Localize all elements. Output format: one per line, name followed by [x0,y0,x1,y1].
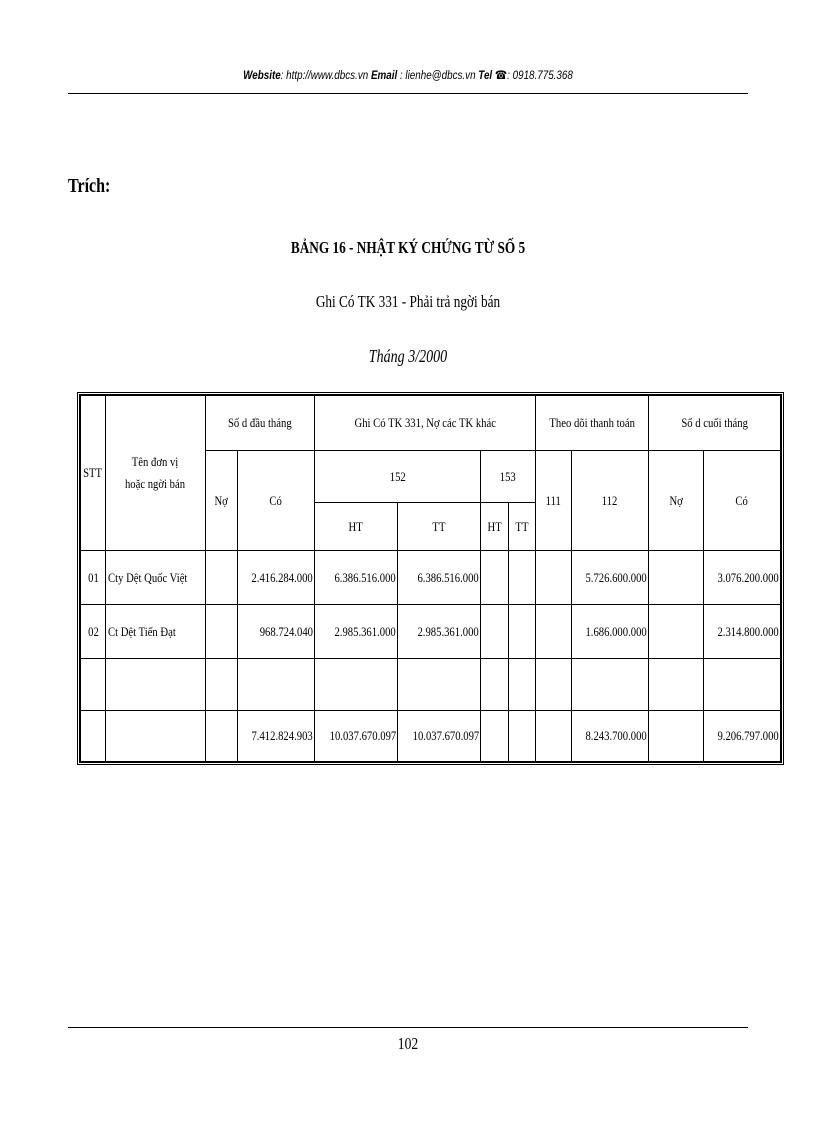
header-153-ht: HT [481,503,509,551]
header-row-1 [81,396,781,451]
journal-table-frame [77,392,784,765]
table-row [81,605,781,659]
header-account-112: 112 [572,451,649,551]
row-152-ht: 6.386.516.000 [314,551,397,605]
row-close-no [648,551,703,605]
row-close-co: 3.076.200.000 [703,551,780,605]
header-account-153: 153 [481,451,536,503]
table-row [81,551,781,605]
row-stt: 01 [81,551,106,605]
total-row [81,711,781,762]
row-152-tt: 6.386.516.000 [397,551,480,605]
row-112: 5.726.600.000 [572,551,649,605]
website-label: Website [243,68,281,82]
row-open-co: 968.724.040 [237,605,314,659]
header-153-tt: TT [509,503,536,551]
header-opening-no: Nợ [205,451,237,551]
header-divider [68,93,748,94]
row-152-ht: 2.985.361.000 [314,605,397,659]
total-152-tt: 10.037.670.097 [397,711,480,762]
row-close-no [648,605,703,659]
row-111 [536,605,572,659]
total-open-co: 7.412.824.903 [237,711,314,762]
row-153-ht [481,551,509,605]
row-stt: 02 [81,605,106,659]
row-vendor-name: Cty Dệt Quốc Việt [106,551,206,605]
document-month: Tháng 3/2000 [368,346,448,366]
row-close-co: 2.314.800.000 [703,605,780,659]
tel-number: : 0918.775.368 [507,68,573,82]
header-credit-331: Ghi Có TK 331, Nợ các TK khác [314,396,536,451]
empty-row [81,659,781,711]
header-stt: STT [81,396,106,551]
header-account-111: 111 [536,451,572,551]
header-152-ht: HT [314,503,397,551]
row-open-co: 2.416.284.000 [237,551,314,605]
row-111 [536,551,572,605]
row-152-tt: 2.985.361.000 [397,605,480,659]
email-label: Email [370,68,398,82]
row-153-tt [509,605,536,659]
document-subtitle: Ghi Có TK 331 - Phải trả ngời bán [315,292,501,311]
total-152-ht: 10.037.670.097 [314,711,397,762]
row-153-ht [481,605,509,659]
tel-label: Tel [478,68,493,82]
row-open-no [205,605,237,659]
document-title: BẢNG 16 - NHẬT KÝ CHỨNG TỪ SỐ 5 [290,238,526,257]
journal-table [80,395,781,762]
email-address: : lienhe@dbcs.vn [397,68,479,82]
phone-icon: ☎ [494,68,508,82]
total-close-co: 9.206.797.000 [703,711,780,762]
header-opening-co: Có [237,451,314,551]
header-closing-no: Nợ [648,451,703,551]
page-number: 102 [397,1034,419,1053]
header-closing-co: Có [703,451,780,551]
header-payment-tracking: Theo dõi thanh toán [536,396,649,451]
header-vendor-name: Tên đơn vị hoặc ngời bán [106,396,206,551]
row-vendor-name: Ct Dệt Tiến Đạt [106,605,206,659]
page-header [129,68,687,82]
row-112: 1.686.000.000 [572,605,649,659]
header-opening-balance: Số d đầu tháng [205,396,314,451]
header-152-tt: TT [397,503,480,551]
row-153-tt [509,551,536,605]
website-url: : http://www.dbcs.vn [280,68,371,82]
footer-divider [68,1027,748,1028]
extract-label: Trích: [68,175,111,197]
header-closing-balance: Số d cuối tháng [648,396,780,451]
row-open-no [205,551,237,605]
header-account-152: 152 [314,451,481,503]
total-112: 8.243.700.000 [572,711,649,762]
